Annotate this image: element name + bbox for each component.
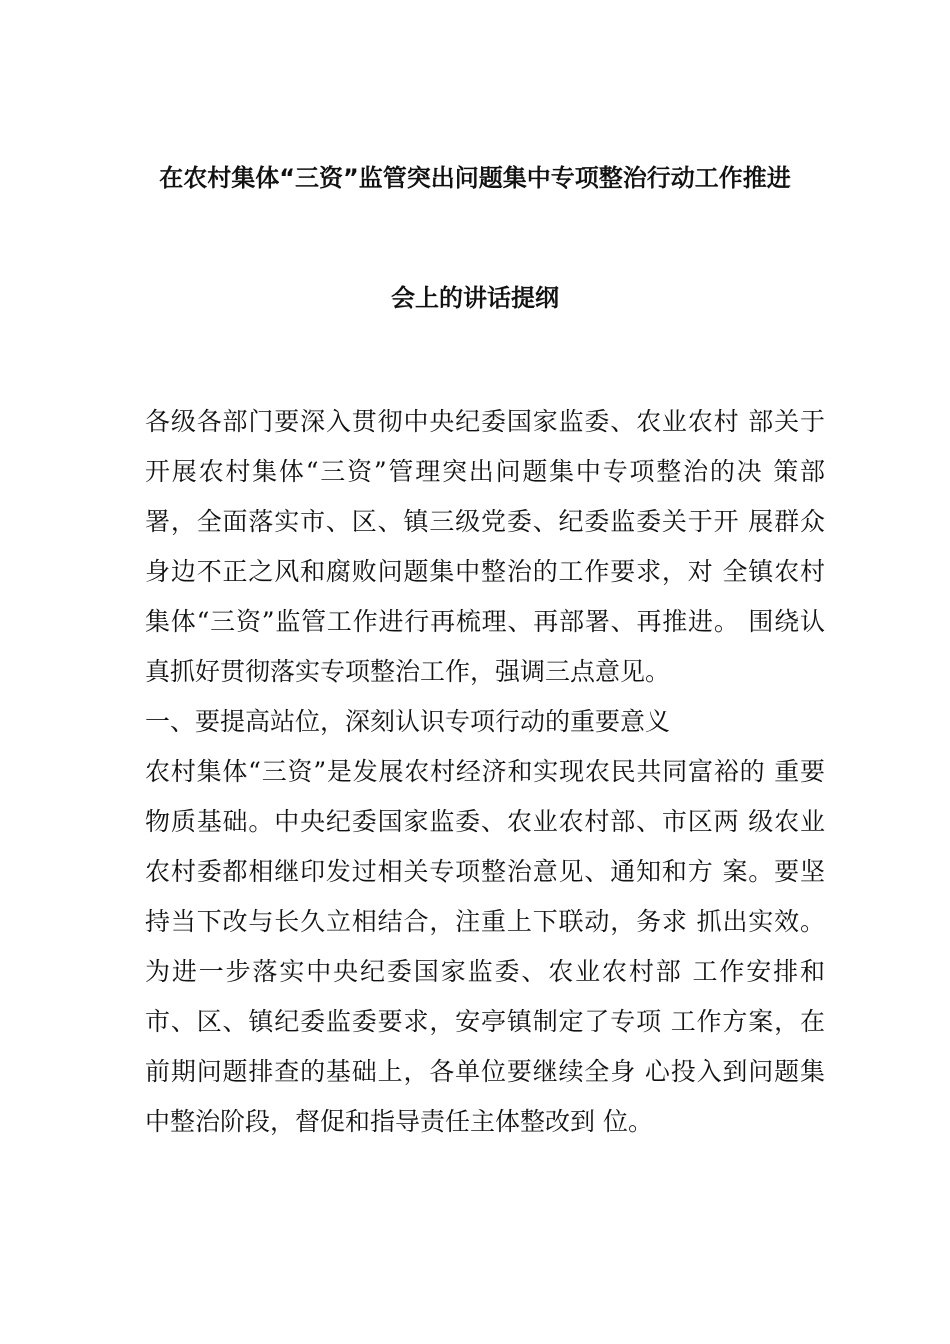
paragraph-line: 农村集体“三资”是发展农村经济和实现农民共同富裕的: [145, 757, 766, 786]
paragraph-line: 重要物质基础。中央纪委国家监委、农业农村部、市区两: [145, 757, 825, 836]
paragraph-line: 案。要坚持当下改与长久立相结合，注重上下联动，务求: [145, 857, 825, 936]
paragraph-line: 心投入到问题集中整治阶段，督促和指导责任主体整改到: [145, 1057, 825, 1136]
paragraph-line: 各级各部门要深入贯彻中央纪委国家监委、农业农村: [145, 407, 740, 436]
paragraph-intro: [145, 397, 825, 697]
section-heading-1: [145, 697, 825, 747]
paragraph-line: 位。: [602, 1107, 653, 1136]
paragraph-line: 围绕认真抓好贯彻落实专项整治工作，强调三点意见。: [145, 607, 825, 686]
paragraph-section-1: [145, 747, 825, 1147]
paragraph-line: 工作方案，在前期问题排查的基础上，各单位要继续全身: [145, 1007, 825, 1086]
paragraph-line: 展群众身边不正之风和腐败问题集中整治的工作要求，对: [145, 507, 825, 586]
document-title-line-2: 会上的讲话提纲: [391, 284, 559, 312]
section-heading-text: 一、要提高站位，深刻认识专项行动的重要意义: [145, 707, 671, 736]
paragraph-line: 策部署，全面落实市、区、镇三级党委、纪委监委关于开: [145, 457, 825, 536]
paragraph-line: 部关于开展农村集体“三资”管理突出问题集中专项整治的决: [145, 407, 825, 486]
paragraph-line: 全镇农村集体“三资”监管工作进行再梳理、再部署、再推进。: [145, 557, 825, 636]
document-title-line-1: 在农村集体“三资”监管突出问题集中专项整治行动工作推进: [159, 164, 791, 192]
paragraph-line: 工作安排和市、区、镇纪委监委要求，安亭镇制定了专项: [145, 957, 825, 1036]
paragraph-line: 抓出实效。为进一步落实中央纪委国家监委、农业农村部: [145, 907, 825, 986]
paragraph-line: 级农业农村委都相继印发过相关专项整治意见、通知和方: [145, 807, 825, 886]
